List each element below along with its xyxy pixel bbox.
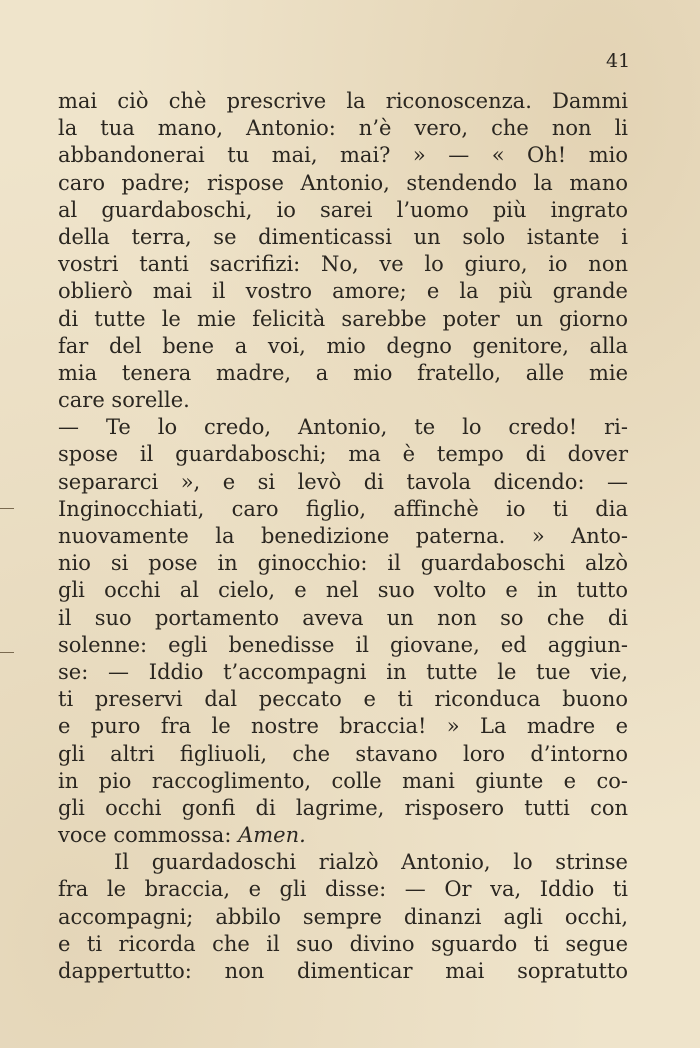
text-line [58,822,628,849]
text-line: nuovamente la benedizione paterna. » Anto- [58,524,628,548]
text-line: la tua mano, Antonio: n’è vero, che non li [58,116,628,141]
text-line: e puro fra le nostre braccia! » La madre e [58,714,628,739]
text-line: mai ciò chè prescrive la riconoscenza. Dammi [58,89,628,113]
text-line: se: — Iddio t’accompagni in tutte le tue vie, [58,659,628,684]
text-line: oblierò mai il vostro amore; e la più grande [58,279,628,304]
page-number: 41 [606,50,631,72]
text-line: al guardaboschi, io sarei l’uomo più ingrato [58,197,628,222]
text-line: abbandonerai tu mai, mai? » — « Oh! mio [58,143,628,168]
text-line: dappertutto: non dimenticar mai sopratutto [58,959,628,983]
text-line: gli altri figliuoli, che stavano loro d’intorno [58,741,628,766]
text-line: fra le braccia, e gli disse: — Or va, Iddio ti [58,877,628,902]
text-line: di tutte le mie felicità sarebbe poter un giorno [58,306,628,331]
margin-mark [0,652,14,653]
text-line: nio si pose in ginocchio: il guardaboschi alzò [58,551,628,576]
text-line: Inginocchiati, caro figlio, affinchè io ti dia [58,496,628,521]
text-line: ti preservi dal peccato e ti riconduca buono [58,687,628,712]
text-line-part: voce commossa: [58,823,239,848]
text-line: gli occhi gonfi di lagrime, risposero tutti con [58,795,628,820]
text-line: spose il guardaboschi; ma è tempo di dover [58,442,628,467]
text-line: in pio raccoglimento, colle mani giunte e co- [58,768,628,793]
emphasized-word: Amen. [238,823,306,848]
text-line: separarci », e si levò di tavola dicendo: — [58,469,628,494]
text-line: e ti ricorda che il suo divino sguardo ti segue [58,931,628,956]
text-line: vostri tanti sacrifizi: No, ve lo giuro, io non [58,252,628,277]
text-line: far del bene a voi, mio degno genitore, alla [58,333,628,358]
text-line: caro padre; rispose Antonio, stendendo la mano [58,170,628,195]
text-line: — Te lo credo, Antonio, te lo credo! ri- [58,415,628,440]
text-line: Il guardadoschi rialzò Antonio, lo strinse [114,850,628,875]
text-line: mia tenera madre, a mio fratello, alle mie [58,360,628,385]
text-line: gli occhi al cielo, e nel suo volto e in tutto [58,578,628,603]
text-line: della terra, se dimenticassi un solo istante i [58,224,628,249]
body-text [58,88,628,985]
margin-mark [0,508,14,509]
text-line: care sorelle. [58,388,190,413]
text-line: il suo portamento aveva un non so che di [58,605,628,630]
text-line: solenne: egli benedisse il giovane, ed aggiun- [58,632,628,657]
text-line: accompagni; abbilo sempre dinanzi agli occhi, [58,904,628,929]
